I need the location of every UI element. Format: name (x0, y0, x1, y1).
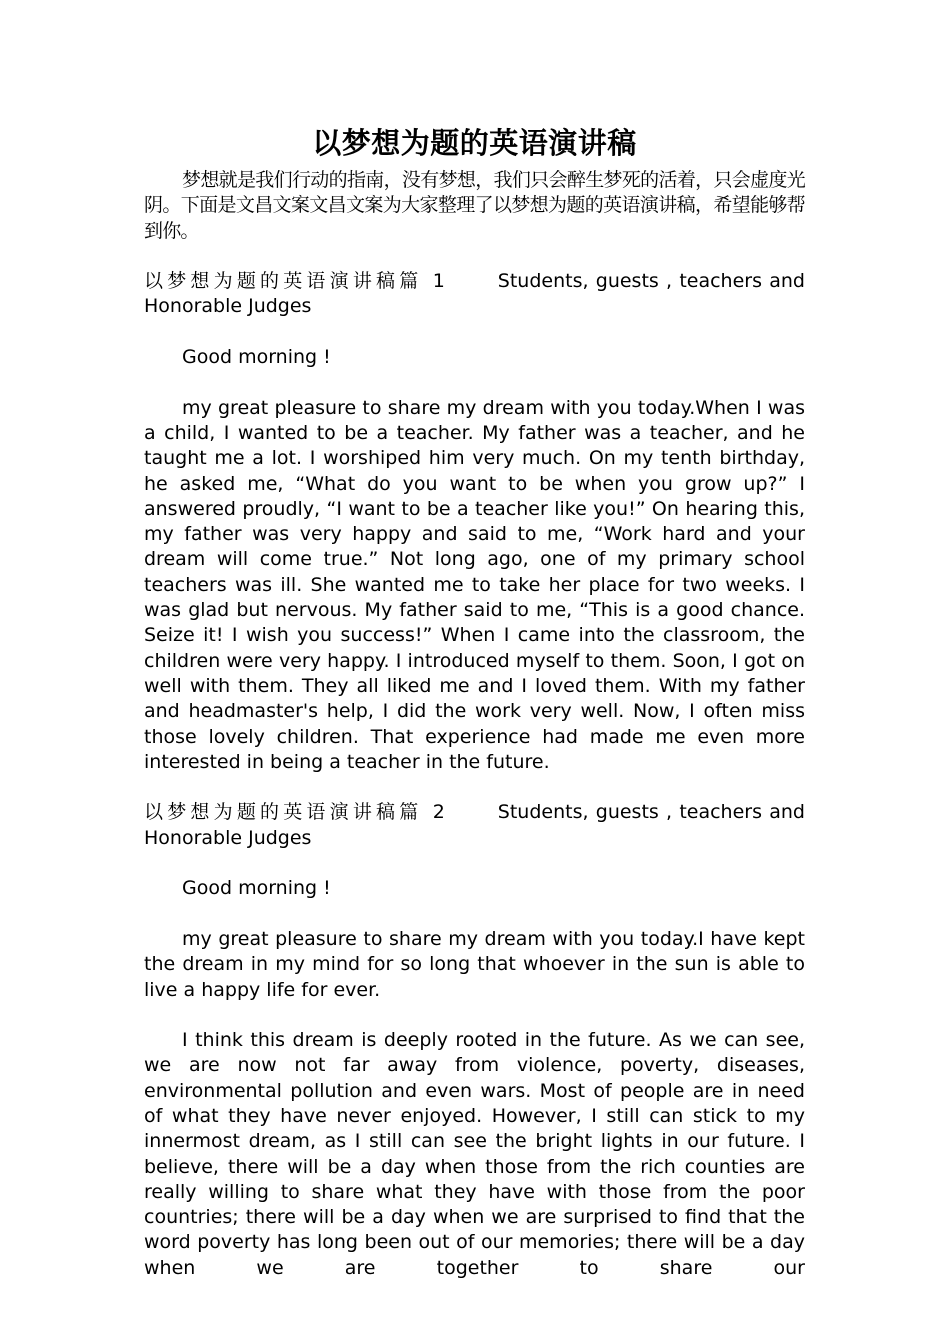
section-2-body-2: I think this dream is deeply rooted in the future. As we can see, we are now not far away from violence, poverty, diseases, environmental pollution and even wars. Most of people are in need of what they have never enjoyed. However, I still can stick to my innermost dream, as I still can see the bright lights in our future. I believe, there will be a day when those from the rich counties are really willing to share what they have with those from the poor countries; there will be a day when we are surprised to find that the word poverty has long been out of our memories; there will be a day when we are together to share our (144, 1029, 805, 1279)
spacer (144, 1003, 805, 1028)
section-1-label: 以梦想为题的英语演讲稿篇 1 (144, 270, 448, 293)
intro-paragraph: 梦想就是我们行动的指南，没有梦想，我们只会醉生梦死的活着，只会虚度光阴。下面是文昌文案文昌文案为大家整理了以梦想为题的英语演讲稿，希望能够帮到你。 (144, 169, 805, 242)
spacer (144, 851, 805, 876)
section-1-heading (144, 269, 805, 320)
section-2-label: 以梦想为题的英语演讲稿篇 2 (144, 801, 448, 824)
spacer (144, 902, 805, 927)
spacer (144, 775, 805, 800)
spacer (144, 370, 805, 395)
section-2-greeting: Good morning ! (182, 877, 331, 900)
section-2-body-1: my great pleasure to share my dream with you today.I have kept the dream in my mind for so long that whoever in the sun is able to live a happy life for ever. (144, 927, 805, 1001)
spacer (144, 244, 805, 269)
section-1-body: my great pleasure to share my dream with you today.When I was a child, I wanted to be a teacher. My father was a teacher, and he taught me a lot. I worshiped him very much. On my tenth birthday, he asked me, “What do you want to be when you grow up?” I answered proudly, “I want to be a teacher like you!” On hearing this, my father was very happy and said to me, “Work hard and your dream will come true.” Not long ago, one of my primary school teachers was ill. She wanted me to take her place for two weeks. I was glad but nervous. My father said to me, “This is a good chance. Seize it! I wish you success!” When I came into the classroom, the children were very happy. I introduced myself to them. Soon, I got on well with them. They all liked me and I loved them. With my father and headmaster's help, I did the work very well. Now, I often miss those lovely children. That experience had made me even more interested in being a teacher in the future. (144, 396, 805, 773)
section-2-salutation: Students, guests , teachers and Honorable Judges (144, 801, 805, 849)
document-page (144, 118, 805, 1281)
spacer (144, 320, 805, 345)
section-1-greeting: Good morning ! (182, 346, 331, 369)
section-1-salutation: Students, guests , teachers and Honorable Judges (144, 270, 805, 318)
section-2-heading (144, 800, 805, 851)
page-title: 以梦想为题的英语演讲稿 (312, 126, 637, 160)
